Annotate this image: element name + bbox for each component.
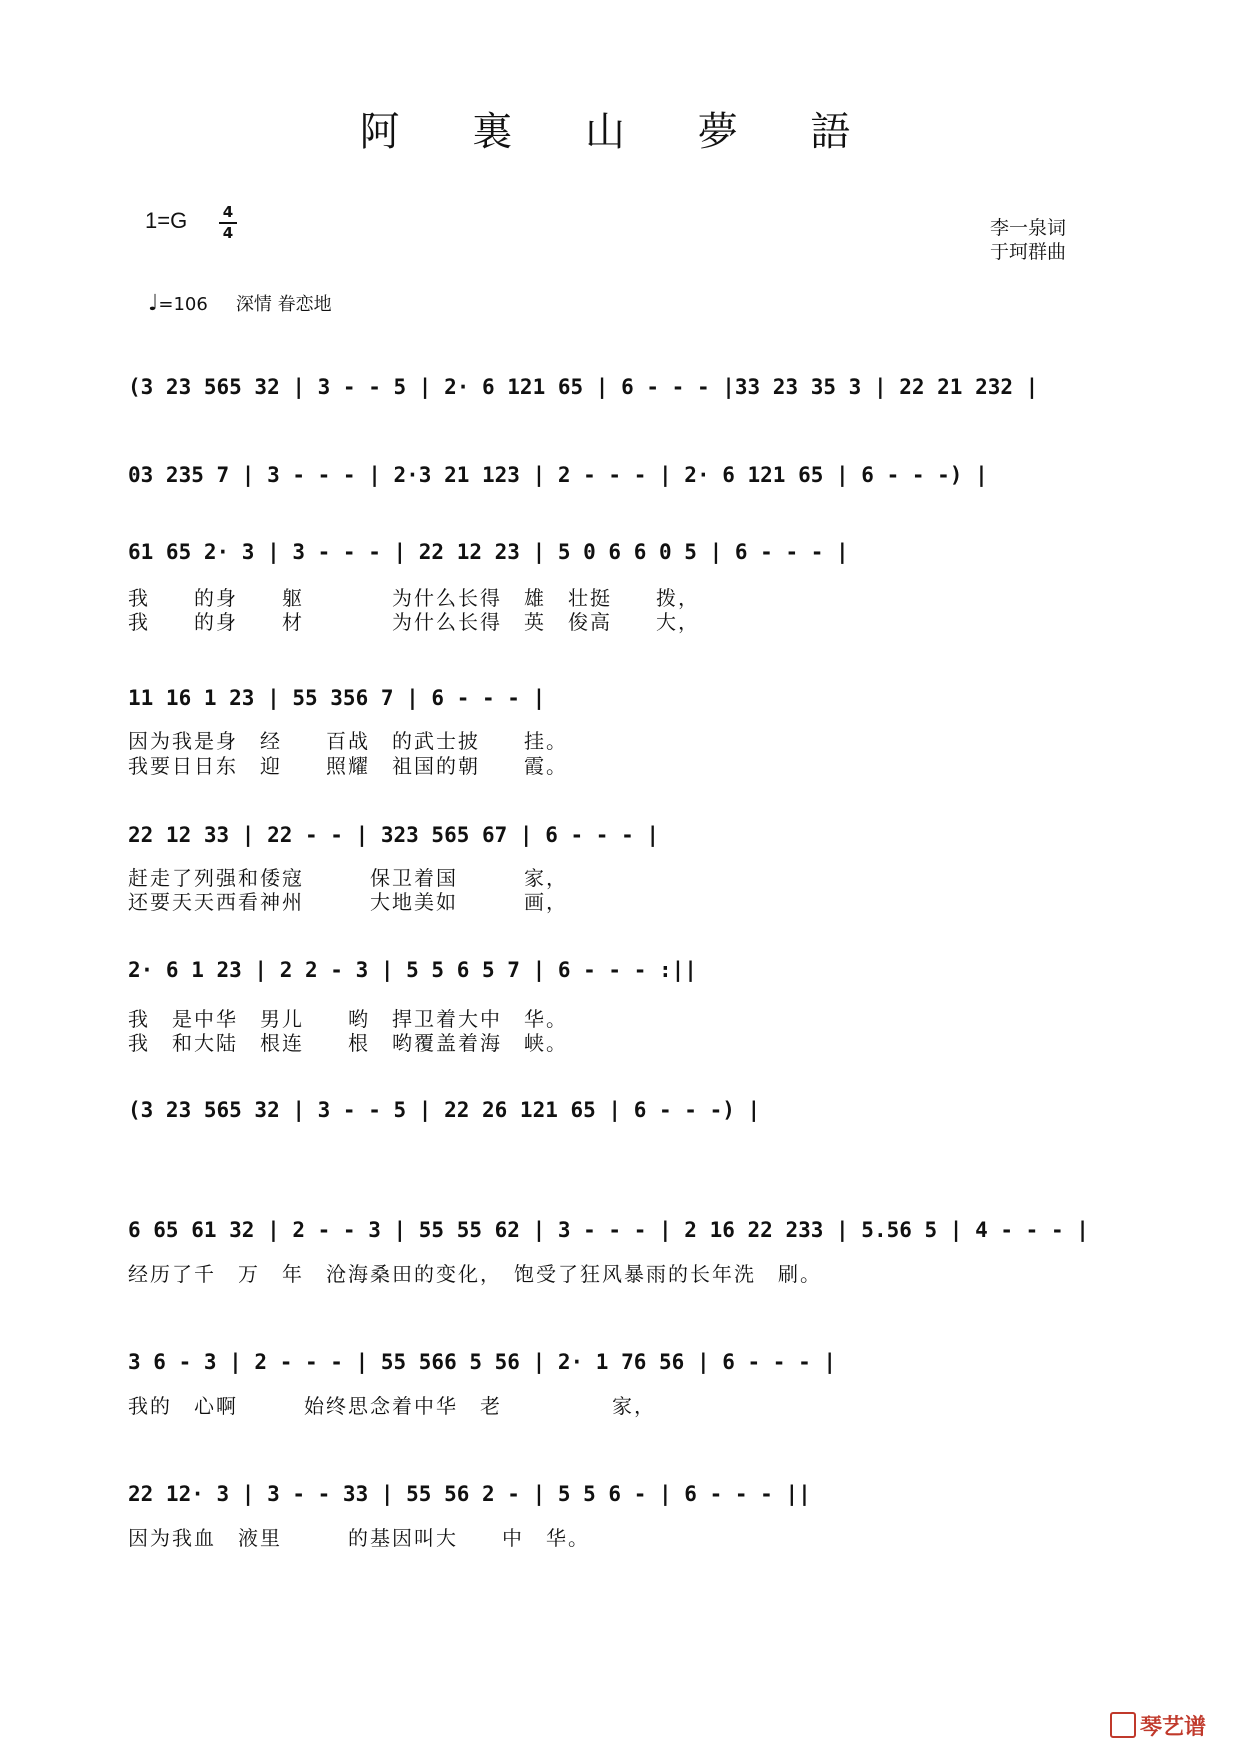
staff-notes: 6 65 61 32 | 2 - - 3 | 55 55 62 | 3 - - - | 2 16 22 233 | 5.56 5 | 4 - - - | — [128, 1218, 1089, 1242]
staff-notes: 3 6 - 3 | 2 - - - | 55 566 5 56 | 2· 1 76 56 | 6 - - - | — [128, 1350, 837, 1374]
staff-notes: (3 23 565 32 | 3 - - 5 | 2· 6 121 65 | 6 - - - |33 23 35 3 | 22 21 232 | — [128, 375, 1039, 399]
credits — [990, 216, 1066, 264]
lyric-line: 因为我血 液里 的基因叫大 中 华。 — [128, 1526, 590, 1550]
lyric-line: 我 是中华 男儿 哟 捍卫着大中 华。 — [128, 1007, 568, 1031]
tempo-value: =106 — [158, 294, 208, 315]
time-signature-bottom: 4 — [222, 224, 234, 242]
key-signature: 1=G — [145, 208, 188, 233]
watermark — [1110, 1710, 1206, 1741]
lyric-line: 我 和大陆 根连 根 哟覆盖着海 峡。 — [128, 1031, 568, 1055]
time-signature — [219, 204, 237, 242]
staff-notes: 61 65 2· 3 | 3 - - - | 22 12 23 | 5 0 6 6 0 5 | 6 - - - | — [128, 540, 849, 564]
time-signature-top: 4 — [222, 203, 234, 221]
lyric-line: 我 的身 材 为什么长得 英 俊高 大， — [128, 610, 700, 634]
lyric-line: 我 的身 躯 为什么长得 雄 壮挺 拨， — [128, 586, 700, 610]
composer-credit: 于珂群曲 — [990, 241, 1067, 263]
staff-notes: 11 16 1 23 | 55 356 7 | 6 - - - | — [128, 686, 546, 710]
staff-notes: 22 12 33 | 22 - - | 323 565 67 | 6 - - - | — [128, 823, 660, 847]
staff-notes: 22 12· 3 | 3 - - 33 | 55 56 2 - | 5 5 6 - | 6 - - - || — [128, 1482, 811, 1506]
lyric-line: 赶走了列强和倭寇 保卫着国 家， — [128, 866, 568, 890]
tempo-mood: 深情 眷恋地 — [235, 294, 332, 315]
lyric-line: 还要天天西看神州 大地美如 画， — [128, 890, 568, 914]
song-title: 阿 裏 山 夢 語 — [359, 109, 881, 155]
lyric-line: 因为我是身 经 百战 的武士披 挂。 — [128, 729, 568, 753]
watermark-text: 琴艺谱 — [1140, 1715, 1207, 1740]
staff-notes: (3 23 565 32 | 3 - - 5 | 22 26 121 65 | 6 - - -) | — [128, 1098, 761, 1122]
staff-notes: 03 235 7 | 3 - - - | 2·3 21 123 | 2 - - - | 2· 6 121 65 | 6 - - -) | — [128, 463, 988, 487]
lyric-line: 我的 心啊 始终思念着中华 老 家， — [128, 1394, 656, 1418]
staff-notes: 2· 6 1 23 | 2 2 - 3 | 5 5 6 5 7 | 6 - - - :|| — [128, 958, 697, 982]
logo-icon — [1110, 1712, 1136, 1738]
quarter-note-icon: ♩ — [148, 291, 159, 316]
lyric-line: 经历了千 万 年 沧海桑田的变化， 饱受了狂风暴雨的长年洗 刷。 — [128, 1262, 822, 1286]
tempo-marking — [148, 290, 332, 316]
lyricist-credit: 李一泉词 — [990, 217, 1067, 239]
lyric-line: 我要日日东 迎 照耀 祖国的朝 霞。 — [128, 754, 568, 778]
